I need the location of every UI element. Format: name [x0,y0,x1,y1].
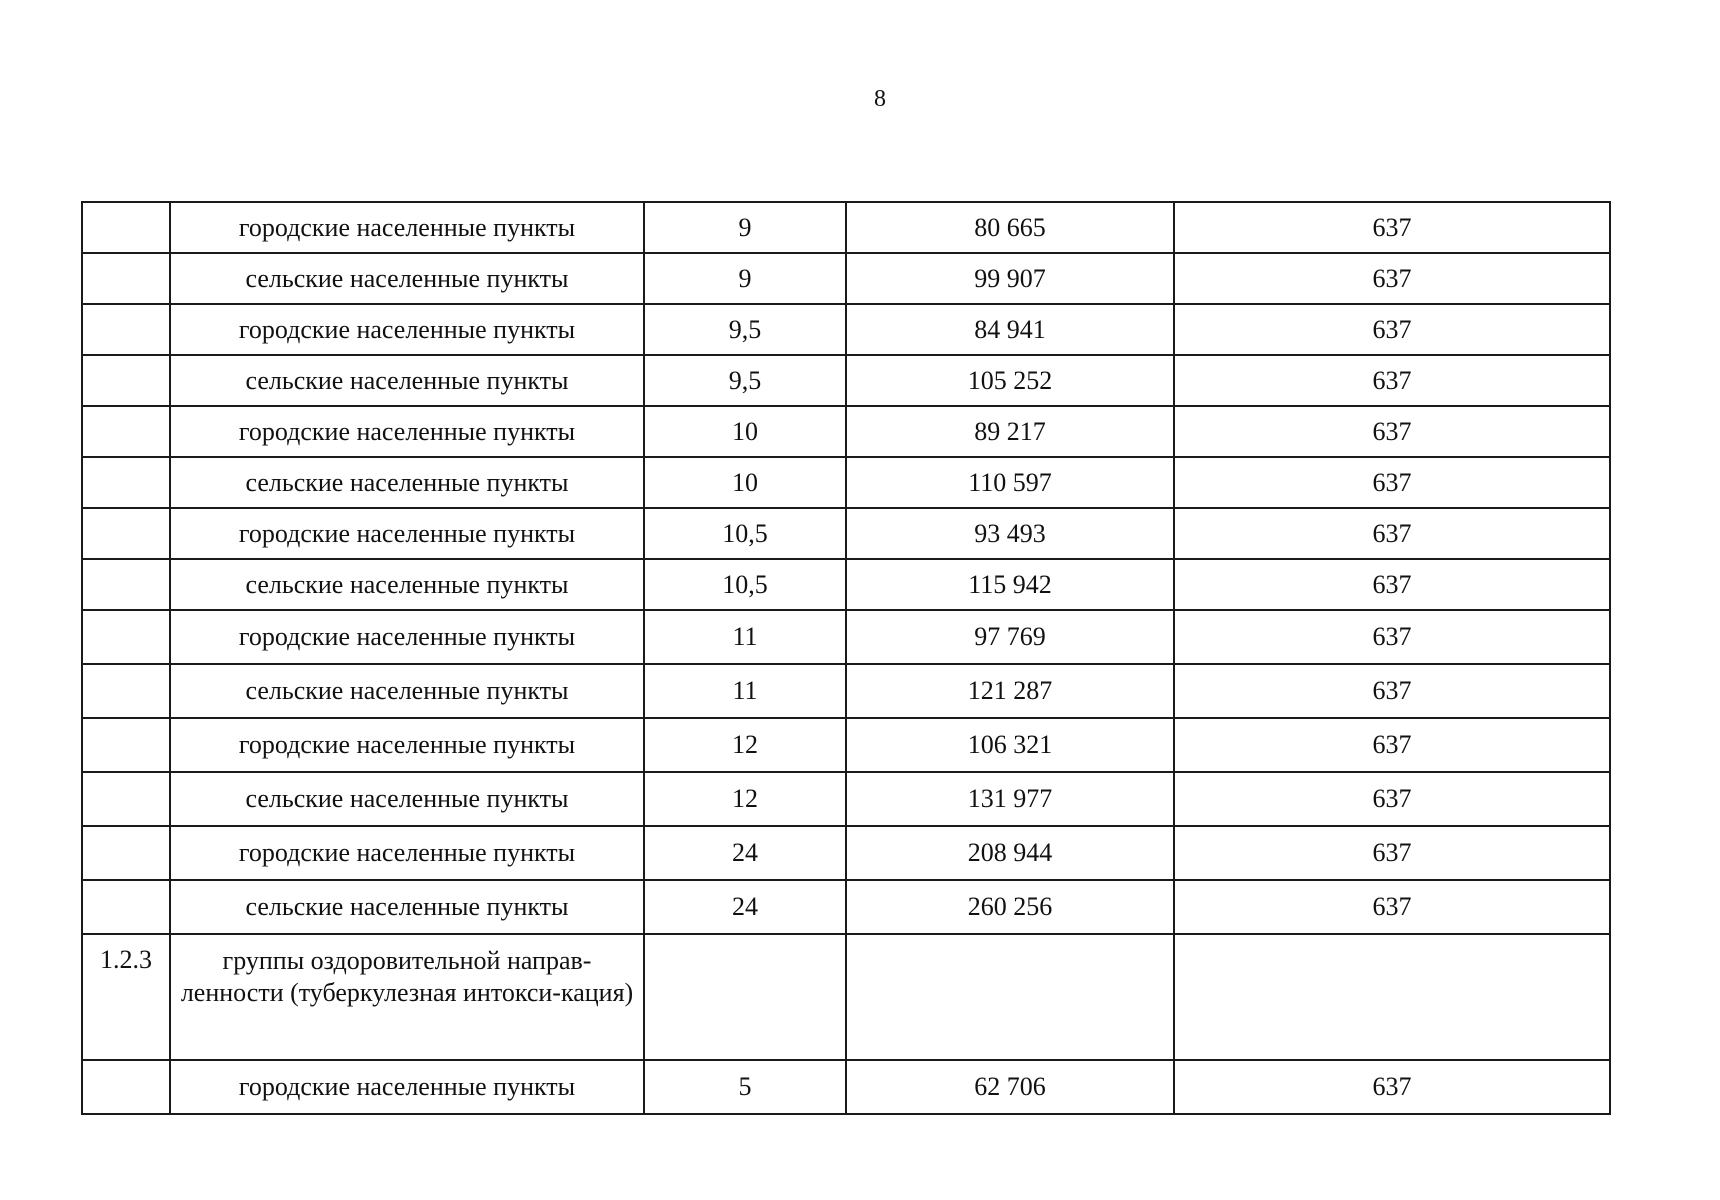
table-row [82,202,1610,253]
row-label-cell: сельские населенные пункты [170,253,644,304]
row-label-cell: сельские населенные пункты [170,772,644,826]
value-a-cell: 11 [644,664,846,718]
value-a-cell: 12 [644,772,846,826]
value-a-cell: 9 [644,253,846,304]
value-c-cell: 637 [1174,718,1610,772]
row-label-cell: городские населенные пункты [170,718,644,772]
row-label-cell: городские населенные пункты [170,508,644,559]
table-row [82,406,1610,457]
value-c-cell: 637 [1174,304,1610,355]
table-row [82,880,1610,934]
row-label-cell: сельские населенные пункты [170,457,644,508]
table-row [82,253,1610,304]
value-b-cell: 121 287 [846,664,1174,718]
value-c-cell: 637 [1174,826,1610,880]
value-a-cell [644,934,846,1060]
value-b-cell: 110 597 [846,457,1174,508]
section-number-cell: 1.2.3 [82,934,170,1060]
value-c-cell: 637 [1174,880,1610,934]
value-b-cell: 99 907 [846,253,1174,304]
value-b-cell: 105 252 [846,355,1174,406]
value-b-cell: 80 665 [846,202,1174,253]
value-a-cell: 9,5 [644,355,846,406]
page-number: 8 [874,86,886,112]
value-c-cell: 637 [1174,355,1610,406]
row-label-cell: городские населенные пункты [170,610,644,664]
row-label-cell: городские населенные пункты [170,406,644,457]
value-c-cell: 637 [1174,610,1610,664]
row-number-cell [82,355,170,406]
tariff-table [81,201,1611,1115]
row-number-cell [82,559,170,610]
section-label-cell: группы оздоровительной направ-ленности (туберкулезная интокси-кация) [170,934,644,1060]
row-number-cell [82,880,170,934]
row-number-cell [82,253,170,304]
table-row [82,304,1610,355]
row-label-cell: сельские населенные пункты [170,880,644,934]
value-a-cell: 11 [644,610,846,664]
value-a-cell: 10,5 [644,508,846,559]
row-number-cell [82,610,170,664]
value-a-cell: 24 [644,880,846,934]
value-a-cell: 10,5 [644,559,846,610]
table-row [82,457,1610,508]
row-number-cell [82,664,170,718]
value-a-cell: 10 [644,457,846,508]
value-a-cell: 9 [644,202,846,253]
table-row [82,355,1610,406]
row-number-cell [82,508,170,559]
row-number-cell [82,718,170,772]
row-number-cell [82,202,170,253]
value-a-cell: 24 [644,826,846,880]
row-number-cell [82,826,170,880]
row-number-cell [82,1060,170,1114]
value-c-cell: 637 [1174,508,1610,559]
value-b-cell: 106 321 [846,718,1174,772]
value-c-cell: 637 [1174,559,1610,610]
row-label-cell: городские населенные пункты [170,304,644,355]
row-label-cell: сельские населенные пункты [170,355,644,406]
table-row [82,610,1610,664]
row-number-cell [82,304,170,355]
value-c-cell: 637 [1174,1060,1610,1114]
table-row [82,772,1610,826]
row-number-cell [82,457,170,508]
table-row [82,826,1610,880]
table-row [82,664,1610,718]
row-label-cell: сельские населенные пункты [170,664,644,718]
table-row [82,1060,1610,1114]
table-row [82,508,1610,559]
value-c-cell: 637 [1174,457,1610,508]
value-a-cell: 12 [644,718,846,772]
table-row [82,559,1610,610]
value-b-cell: 97 769 [846,610,1174,664]
value-b-cell: 208 944 [846,826,1174,880]
row-label-cell: городские населенные пункты [170,826,644,880]
row-label-cell: городские населенные пункты [170,1060,644,1114]
value-b-cell: 260 256 [846,880,1174,934]
value-c-cell: 637 [1174,664,1610,718]
value-b-cell: 84 941 [846,304,1174,355]
value-c-cell: 637 [1174,772,1610,826]
value-b-cell: 89 217 [846,406,1174,457]
value-b-cell: 93 493 [846,508,1174,559]
value-b-cell: 131 977 [846,772,1174,826]
row-number-cell [82,406,170,457]
value-a-cell: 5 [644,1060,846,1114]
value-b-cell: 115 942 [846,559,1174,610]
value-a-cell: 10 [644,406,846,457]
value-c-cell [1174,934,1610,1060]
row-label-cell: городские населенные пункты [170,202,644,253]
value-b-cell: 62 706 [846,1060,1174,1114]
value-c-cell: 637 [1174,202,1610,253]
table-row [82,718,1610,772]
value-a-cell: 9,5 [644,304,846,355]
value-b-cell [846,934,1174,1060]
value-c-cell: 637 [1174,406,1610,457]
section-row [82,934,1610,1060]
value-c-cell: 637 [1174,253,1610,304]
row-label-cell: сельские населенные пункты [170,559,644,610]
row-number-cell [82,772,170,826]
